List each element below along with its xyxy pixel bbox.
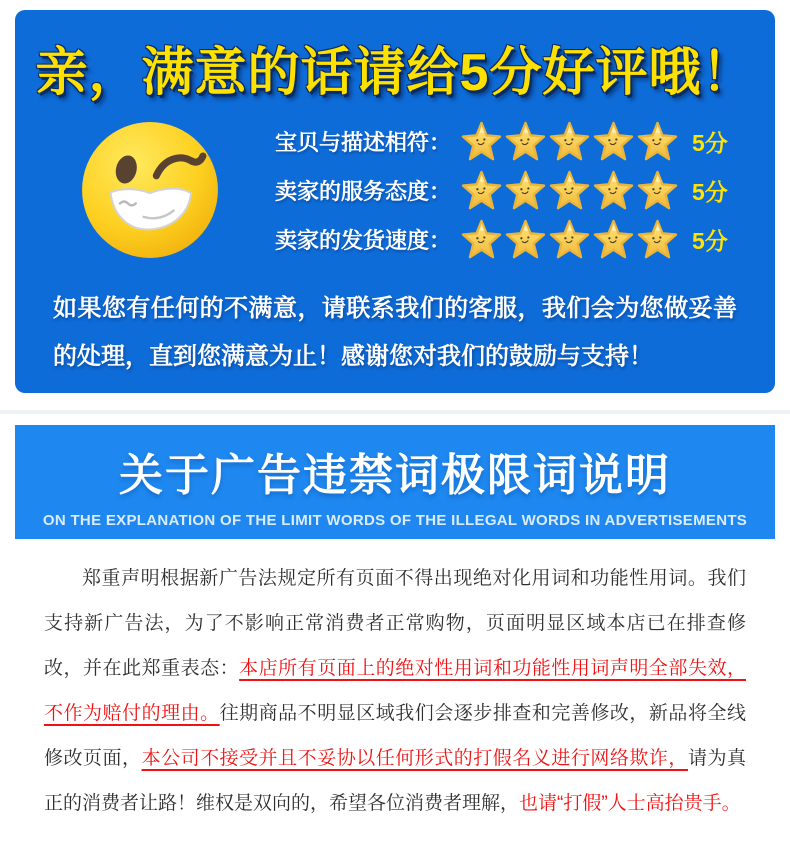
statement-segment: 往期商品不明显区域我们会逐步排查和完善修改，新品将全线修改页面， [44,703,746,769]
section-divider [0,410,790,414]
star-icon [593,219,634,260]
rating-row [275,219,728,259]
statement-segment: 郑重声明根据新广告法规定所有页面不得出现绝对化用词和功能性用词。我们支持新广告法，为了不影响正常消费者正常购物，页面明显区域本店已在排查修改，并在此郑重表态： [44,568,746,679]
rating-score: 5分 [692,227,728,254]
star-icon [637,219,678,260]
disclaimer-banner [15,425,775,539]
rating-list [275,121,728,259]
star-icon [549,219,590,260]
rating-label: 宝贝与描述相符： [275,129,452,155]
review-banner [15,10,775,393]
star-icon [461,121,502,162]
star-icon [593,170,634,211]
star-icon [505,121,546,162]
star-icon [637,121,678,162]
star-icon [637,170,678,211]
star-icon [549,170,590,211]
star-group [461,121,678,162]
statement-segment: 请为真正的消费者让路！维权是双向的，希望各位消费者理解， [44,748,746,814]
rating-row [275,170,728,210]
review-footer-text: 如果您有任何的不满意，请联系我们的客服，我们会为您做妥善的处理，直到您满意为止！感谢您对我们的鼓励与支持！ [53,295,737,370]
statement-segment: 也请“打假”人士高抬贵手。 [519,793,741,814]
review-body [15,111,775,269]
rating-score: 5分 [692,178,728,205]
star-icon [505,219,546,260]
rating-label: 卖家的发货速度： [275,227,452,253]
disclaimer-subtitle: ON THE EXPLANATION OF THE LIMIT WORDS OF THE ILLEGAL WORDS IN ADVERTISEMENTS [42,512,748,529]
statement-segment: 本店所有页面上的绝对性用词和功能性用词声明全部失效，不作为赔付的理由。 [44,658,746,724]
star-icon [505,170,546,211]
star-icon [461,219,502,260]
star-group [461,219,678,260]
wink-emoji-icon [71,111,229,269]
rating-score: 5分 [692,129,728,156]
star-icon [461,170,502,211]
review-title: 亲，满意的话请给5分好评哦！ [35,44,755,102]
statement-paragraph [44,556,746,826]
rating-label: 卖家的服务态度： [275,178,452,204]
statement-segment: 本公司不接受并且不妥协以任何形式的打假名义进行网络欺诈， [141,748,688,769]
star-icon [549,121,590,162]
star-icon [593,121,634,162]
star-group [461,170,678,211]
disclaimer-title: 关于广告违禁词极限词说明 [119,451,671,500]
rating-row [275,121,728,161]
